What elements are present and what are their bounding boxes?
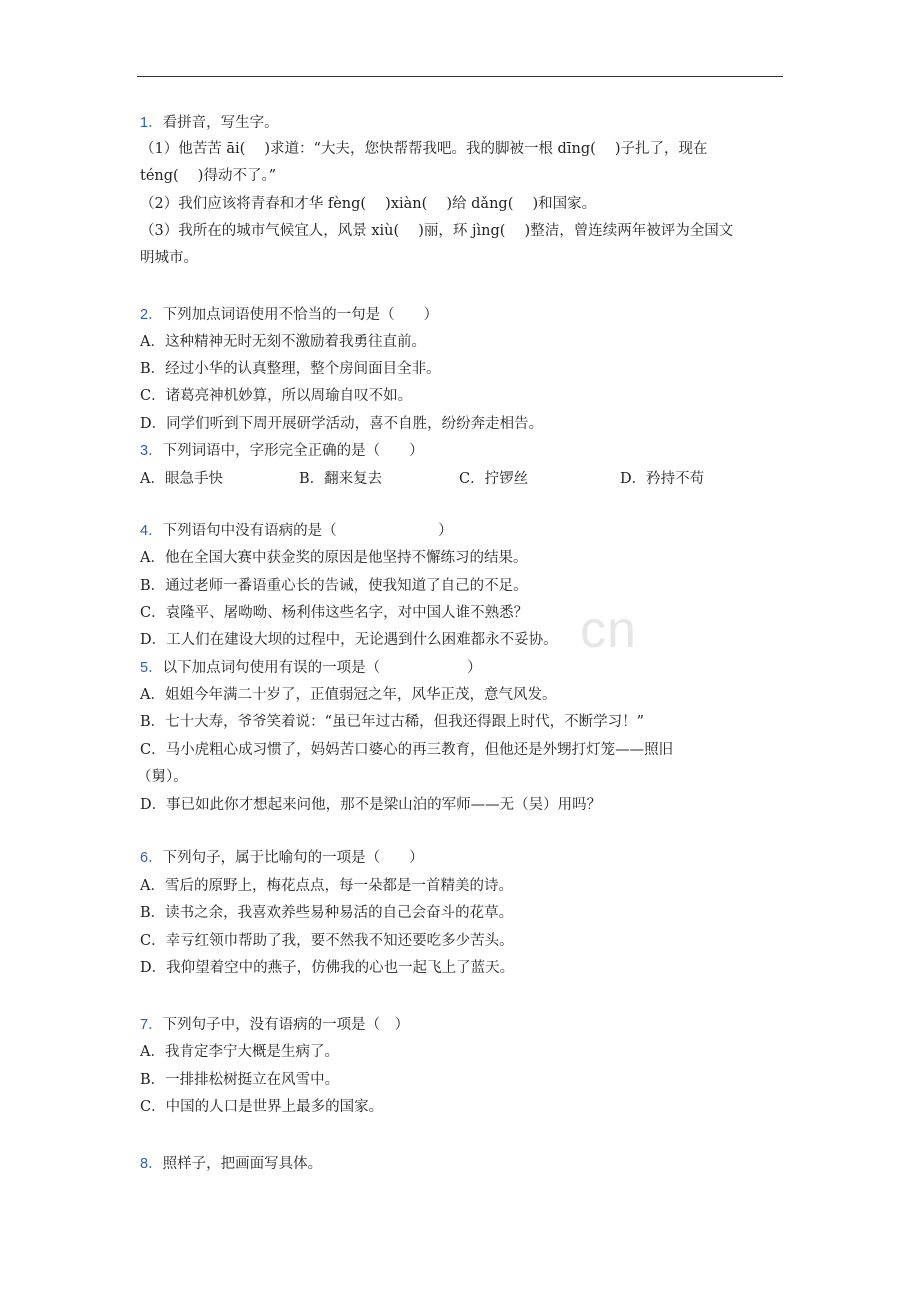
question-4-option-b: B．通过老师一番语重心长的告诫，使我知道了自己的不足。 xyxy=(140,578,528,594)
question-6-option-d: D．我仰望着空中的燕子，仿佛我的心也一起飞上了蓝天。 xyxy=(140,960,515,976)
question-5-option-c: C．马小虎粗心成习惯了，妈妈苦口婆心的再三教育，但他还是外甥打灯笼——照旧 xyxy=(140,742,674,758)
question-7-title xyxy=(140,1014,409,1036)
question-5-option-c-cont: （舅）。 xyxy=(137,769,188,785)
question-6-option-b: B．读书之余，我喜欢养些易种易活的自己会奋斗的花草。 xyxy=(140,905,514,921)
question-1-line-1: （1）他苦苦 āi( )求道：“大夫，您快帮帮我吧。我的脚被一根 dīng( )子扎了，现在 xyxy=(140,141,708,157)
question-number: 2． xyxy=(140,307,163,323)
question-2-option-c: C．诸葛亮神机妙算，所以周瑜自叹不如。 xyxy=(140,388,413,404)
question-1-line-4: （3）我所在的城市气候宜人，风景 xiù( )丽，环 jìng( )整洁，曾连续两年被评为全国文 xyxy=(140,223,734,239)
question-text: 下列句子，属于比喻句的一项是（ ） xyxy=(162,850,424,866)
question-4-title xyxy=(140,520,453,542)
question-7-option-a: A．我肯定李宁大概是生病了。 xyxy=(140,1044,339,1060)
question-text: 照样子，把画面写具体。 xyxy=(162,1156,323,1172)
question-6-title xyxy=(140,847,424,869)
watermark: cn xyxy=(580,601,637,659)
question-4-option-c: C．袁隆平、屠呦呦、杨利伟这些名字，对中国人谁不熟悉？ xyxy=(140,605,529,621)
question-7-option-c: C．中国的人口是世界上最多的国家。 xyxy=(140,1099,384,1115)
header-rule xyxy=(137,76,783,77)
question-text: 下列句子中，没有语病的一项是（ ） xyxy=(162,1017,410,1033)
question-6-option-a: A．雪后的原野上，梅花点点，每一朵都是一首精美的诗。 xyxy=(140,878,513,894)
question-4-option-a: A．他在全国大赛中获金奖的原因是他坚持不懈练习的结果。 xyxy=(140,550,528,566)
question-1-title xyxy=(140,112,279,134)
question-text: 下列加点词语使用不恰当的一句是（ ） xyxy=(162,307,439,323)
question-5-option-a: A．姐姐今年满二十岁了，正值弱冠之年，风华正茂，意气风发。 xyxy=(140,687,557,703)
question-number: 3． xyxy=(140,443,163,459)
question-text: 看拼音，写生字。 xyxy=(162,115,279,131)
question-number: 6． xyxy=(140,850,163,866)
question-3-option-c: C．拧锣丝 xyxy=(459,471,529,487)
question-number: 1． xyxy=(140,115,163,131)
question-number: 7． xyxy=(140,1017,163,1033)
question-4-option-d: D．工人们在建设大坝的过程中，无论遇到什么困难都永不妥协。 xyxy=(140,632,558,648)
question-3-option-d: D．矜持不苟 xyxy=(620,471,705,487)
question-number: 8． xyxy=(140,1156,163,1172)
question-2-option-a: A．这种精神无时无刻不激励着我勇往直前。 xyxy=(140,334,426,350)
question-8-title xyxy=(140,1153,322,1175)
question-5-option-b: B．七十大寿，爷爷笑着说：“虽已年过古稀，但我还得跟上时代，不断学习！” xyxy=(140,714,644,730)
question-2-title xyxy=(140,304,438,326)
question-6-option-c: C．幸亏红领巾帮助了我，要不然我不知还要吃多少苦头。 xyxy=(140,933,514,949)
question-text: 下列语句中没有语病的是（ ） xyxy=(162,523,453,539)
question-3-option-b: B．翻来复去 xyxy=(299,471,383,487)
question-number: 5． xyxy=(140,660,163,676)
question-1-line-2: téng( )得动不了。” xyxy=(140,168,277,184)
question-5-title xyxy=(140,657,482,679)
question-3-option-a: A．眼急手快 xyxy=(140,471,223,487)
question-1-line-5: 明城市。 xyxy=(140,250,198,266)
question-5-option-d: D．事已如此你才想起来问他，那不是梁山泊的军师——无（吴）用吗？ xyxy=(140,797,602,813)
question-number: 4． xyxy=(140,523,163,539)
question-2-option-b: B．经过小华的认真整理，整个房间面目全非。 xyxy=(140,361,441,377)
question-3-title xyxy=(140,440,424,462)
question-2-option-d: D．同学们听到下周开展研学活动，喜不自胜，纷纷奔走相告。 xyxy=(140,416,544,432)
question-7-option-b: B．一排排松树挺立在风雪中。 xyxy=(140,1072,340,1088)
question-text: 下列词语中，字形完全正确的是（ ） xyxy=(162,443,424,459)
question-text: 以下加点词句使用有误的一项是（ ） xyxy=(162,660,482,676)
question-1-line-3: （2）我们应该将青春和才华 fèng( )xiàn( )给 dǎng( )和国家。 xyxy=(140,196,597,212)
